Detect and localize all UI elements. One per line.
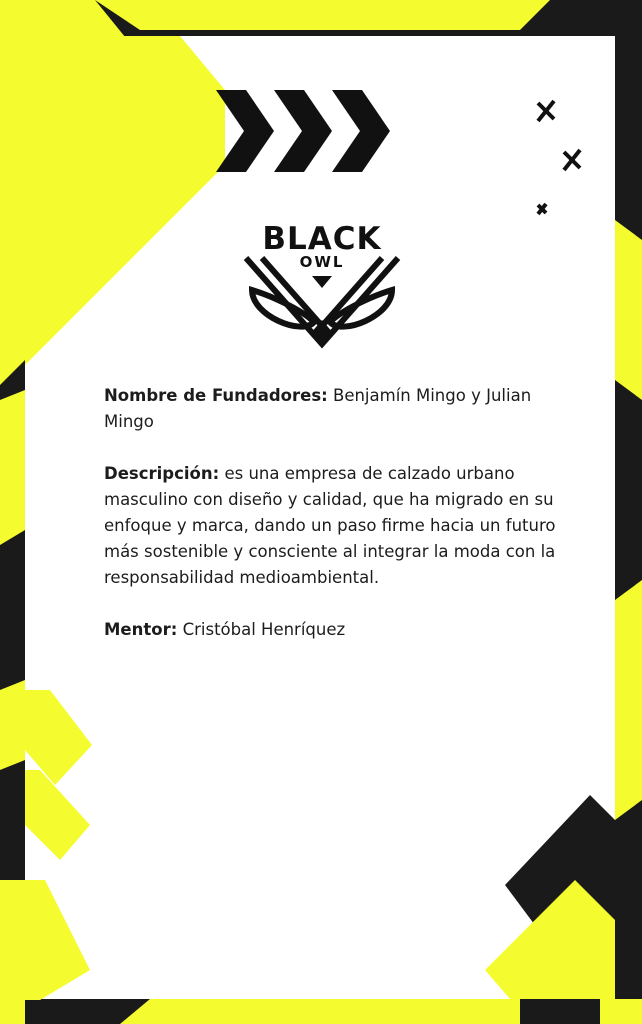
mentor-label: Mentor: [104,620,178,639]
mentor-field [104,617,574,643]
brand-logo [242,222,402,350]
mentor-value: Cristóbal Henríquez [182,620,346,639]
founders-field [104,383,574,435]
description-value: es una empresa de calzado urbano masculino con diseño y calidad, que ha migrado en su enfoque y marca, dando un paso firme hacia un futuro más sostenible y consciente al integrar la moda con la responsabilidad medioambiental. [104,464,556,587]
owl-icon [242,256,402,350]
cross-icon [530,95,590,225]
founder-details [104,383,574,669]
logo-text-black: BLACK [262,221,382,257]
founders-label: Nombre de Fundadores: [104,386,328,405]
founders-value: Benjamín Mingo y Julian Mingo [104,386,532,431]
description-field [104,461,574,591]
chevron-right-icon [216,90,396,172]
logo-text-owl: OWL [299,253,345,271]
description-label: Descripción: [104,464,220,483]
